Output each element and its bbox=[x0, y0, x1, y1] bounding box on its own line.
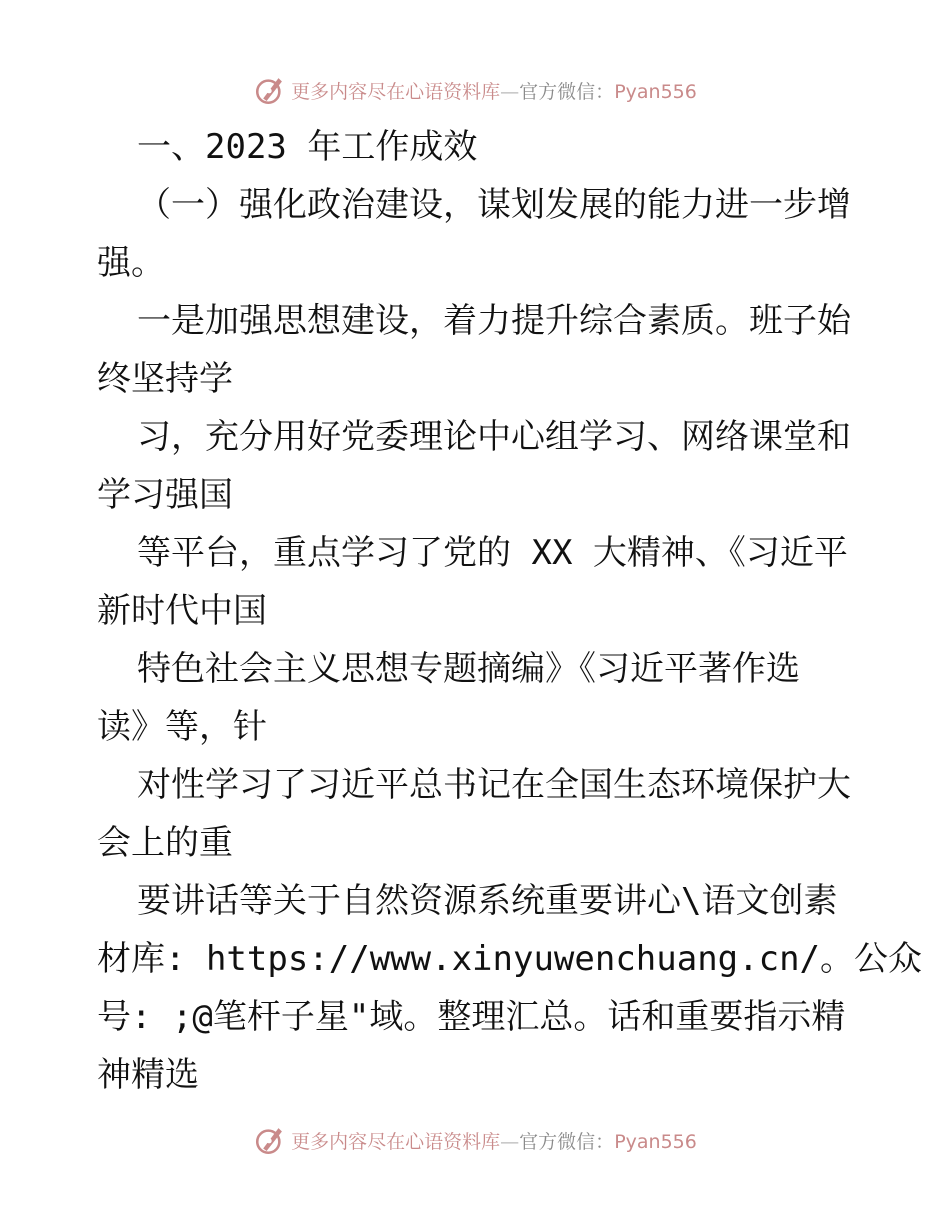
document-body bbox=[97, 118, 923, 1104]
body-text-line: 终坚持学 bbox=[97, 359, 233, 399]
banner-wechat-label: 官方微信： bbox=[519, 1130, 615, 1153]
body-text-line: 学习强国 bbox=[97, 475, 233, 515]
header-watermark-banner bbox=[0, 70, 950, 110]
body-text-line: 对性学习了习近平总书记在全国生态环境保护大 bbox=[137, 765, 851, 805]
body-text-line: 号: ;@笔杆子星"域。整理汇总。话和重要指示精 bbox=[97, 997, 846, 1037]
pen-nib-logo-icon bbox=[253, 73, 287, 107]
body-text-line: 新时代中国 bbox=[97, 591, 267, 631]
banner-separator: — bbox=[500, 1130, 520, 1153]
body-text-line: 读》等，针 bbox=[97, 707, 267, 747]
body-text-line: 等平台，重点学习了党的 XX 大精神、《习近平 bbox=[137, 533, 848, 573]
banner-wechat-id: Pyan556 bbox=[614, 80, 697, 103]
banner-separator: — bbox=[500, 80, 520, 103]
body-text-line: 材库: https://www.xinyuwenchuang.cn/。公众 bbox=[97, 939, 923, 979]
body-text-line: （一）强化政治建设，谋划发展的能力进一步增 bbox=[137, 185, 851, 225]
body-text-line: 会上的重 bbox=[97, 823, 233, 863]
body-text-line: 一、2023 年工作成效 bbox=[137, 127, 478, 167]
body-text-line: 神精选 bbox=[97, 1055, 199, 1095]
banner-wechat-id: Pyan556 bbox=[614, 1130, 697, 1153]
body-text-line: 特色社会主义思想专题摘编》《习近平著作选 bbox=[137, 649, 800, 689]
body-text-line: 要讲话等关于自然资源系统重要讲心\语文创素 bbox=[137, 881, 838, 921]
body-text-line: 习，充分用好党委理论中心组学习、网络课堂和 bbox=[137, 417, 851, 457]
body-text-line: 一是加强思想建设，着力提升综合素质。班子始 bbox=[137, 301, 851, 341]
banner-brand-text: 更多内容尽在心语资料库 bbox=[291, 80, 501, 103]
body-text-line: 强。 bbox=[97, 243, 165, 283]
pen-nib-logo-icon bbox=[253, 1123, 287, 1157]
banner-brand-text: 更多内容尽在心语资料库 bbox=[291, 1130, 501, 1153]
footer-watermark-banner bbox=[0, 1120, 950, 1160]
banner-wechat-label: 官方微信： bbox=[519, 80, 615, 103]
